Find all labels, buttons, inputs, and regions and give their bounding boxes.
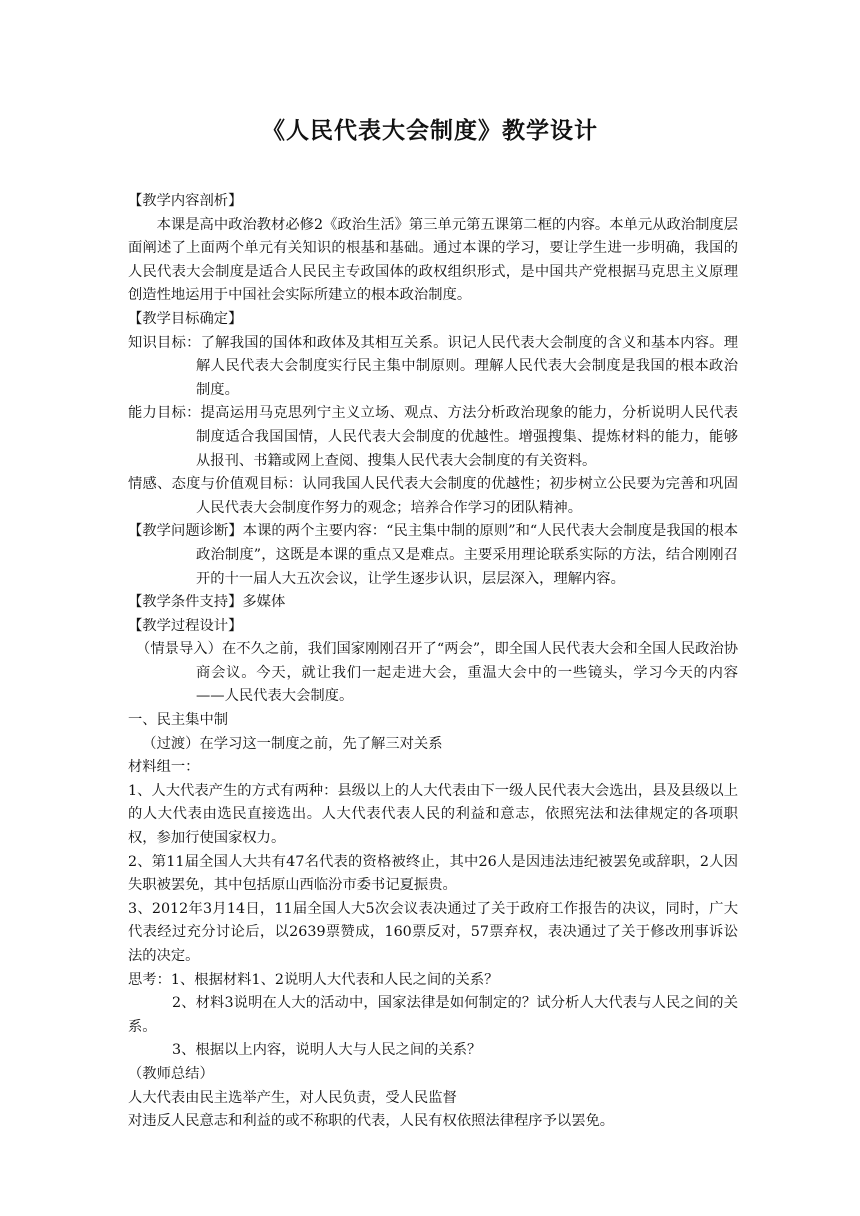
problem-diagnosis: 【教学问题诊断】本课的两个主要内容：“民主集中制的原则”和“人民代表大会制度是我国的根本政治制度”，这既是本课的重点又是难点。主要采用理论联系实际的方法，结合刚刚召开的十一届人大五次会议，让学生逐步认识，层层深入，理解内容。 <box>128 523 738 587</box>
document-body <box>128 190 738 1134</box>
teaching-conditions: 【教学条件支持】多媒体 <box>128 594 286 611</box>
process-heading: 【教学过程设计】 <box>128 617 243 634</box>
goal-ability: 能力目标：提高运用马克思列宁主义立场、观点、方法分析政治现象的能力，分析说明人民代表制度适合我国国情，人民代表大会制度的优越性。增强搜集、提炼材料的能力，能够从报刊、书籍或网上查阅、搜集人民代表大会制度的有关资料。 <box>128 405 738 469</box>
transition-text: （过渡）在学习这一制度之前，先了解三对关系 <box>142 735 443 752</box>
summary-line-2: 对违反人民意志和利益的或不称职的代表，人民有权依照法律程序予以罢免。 <box>128 1113 615 1130</box>
material-2: 2、第11届全国人大共有47名代表的资格被终止，其中26人是因违法违纪被罢免或辞职，2人因失职被罢免，其中包括原山西临汾市委书记夏振贵。 <box>128 853 738 894</box>
goal-emotion: 情感、态度与价值观目标：认同我国人民代表大会制度的优越性；初步树立公民要为完善和巩固人民代表大会制度作努力的观念；培养合作学习的团队精神。 <box>128 476 738 516</box>
part1-heading: 一、民主集中制 <box>128 712 229 729</box>
summary-line-1: 人大代表由民主选举产生，对人民负责，受人民监督 <box>128 1089 457 1106</box>
content-analysis-text: 本课是高中政治教材必修2《政治生活》第三单元第五课第二框的内容。本单元从政治制度层面阐述了上面两个单元有关知识的根基和基础。通过本课的学习，要让学生进一步明确，我国的人民代表大会制度是适合人民民主专政国体的政权组织形式，是中国共产党根据马克思主义原理创造性地运用于中国社会实际所建立的根本政治制度。 <box>128 216 738 304</box>
goal-knowledge: 知识目标：了解我国的国体和政体及其相互关系。识记人民代表大会制度的含义和基本内容。理解人民代表大会制度实行民主集中制原则。理解人民代表大会制度是我国的根本政治制度。 <box>128 334 738 398</box>
content-analysis-heading: 【教学内容剖析】 <box>128 193 243 209</box>
material-3: 3、2012年3月14日，11届全国人大5次会议表决通过了关于政府工作报告的决议，同时，广大代表经过充分讨论后，以2639票赞成，160票反对，57票弃权，表决通过了关于修改刑事诉讼法的决定。 <box>128 900 738 964</box>
intro-paragraph: （情景导入）在不久之前，我们国家刚刚召开了“两会”，即全国人民代表大会和全国人民政治协商会议。今天，就让我们一起走进大会，重温大会中的一些镜头，学习今天的内容——人民代表大会制度。 <box>136 641 738 705</box>
think-question-1: 思考：1、根据材料1、2说明人大代表和人民之间的关系？ <box>128 971 499 988</box>
think-question-2: 2、材料3说明在人大的活动中，国家法律是如何制定的？试分析人大代表与人民之间的关系。 <box>128 995 738 1035</box>
think-question-3: 3、根据以上内容，说明人大与人民之间的关系？ <box>172 1042 482 1059</box>
material-1: 1、人大代表产生的方式有两种：县级以上的人大代表由下一级人民代表大会选出，县及县级以上的人大代表由选民直接选出。人大代表代表人民的利益和意志，依照宪法和法律规定的各项职权，参加行使国家权力。 <box>128 782 738 847</box>
teacher-summary-label: （教师总结） <box>128 1065 214 1082</box>
document-title: 《人民代表大会制度》教学设计 <box>262 117 598 144</box>
materials-heading: 材料组一： <box>128 759 200 776</box>
goals-heading: 【教学目标确定】 <box>128 310 243 327</box>
